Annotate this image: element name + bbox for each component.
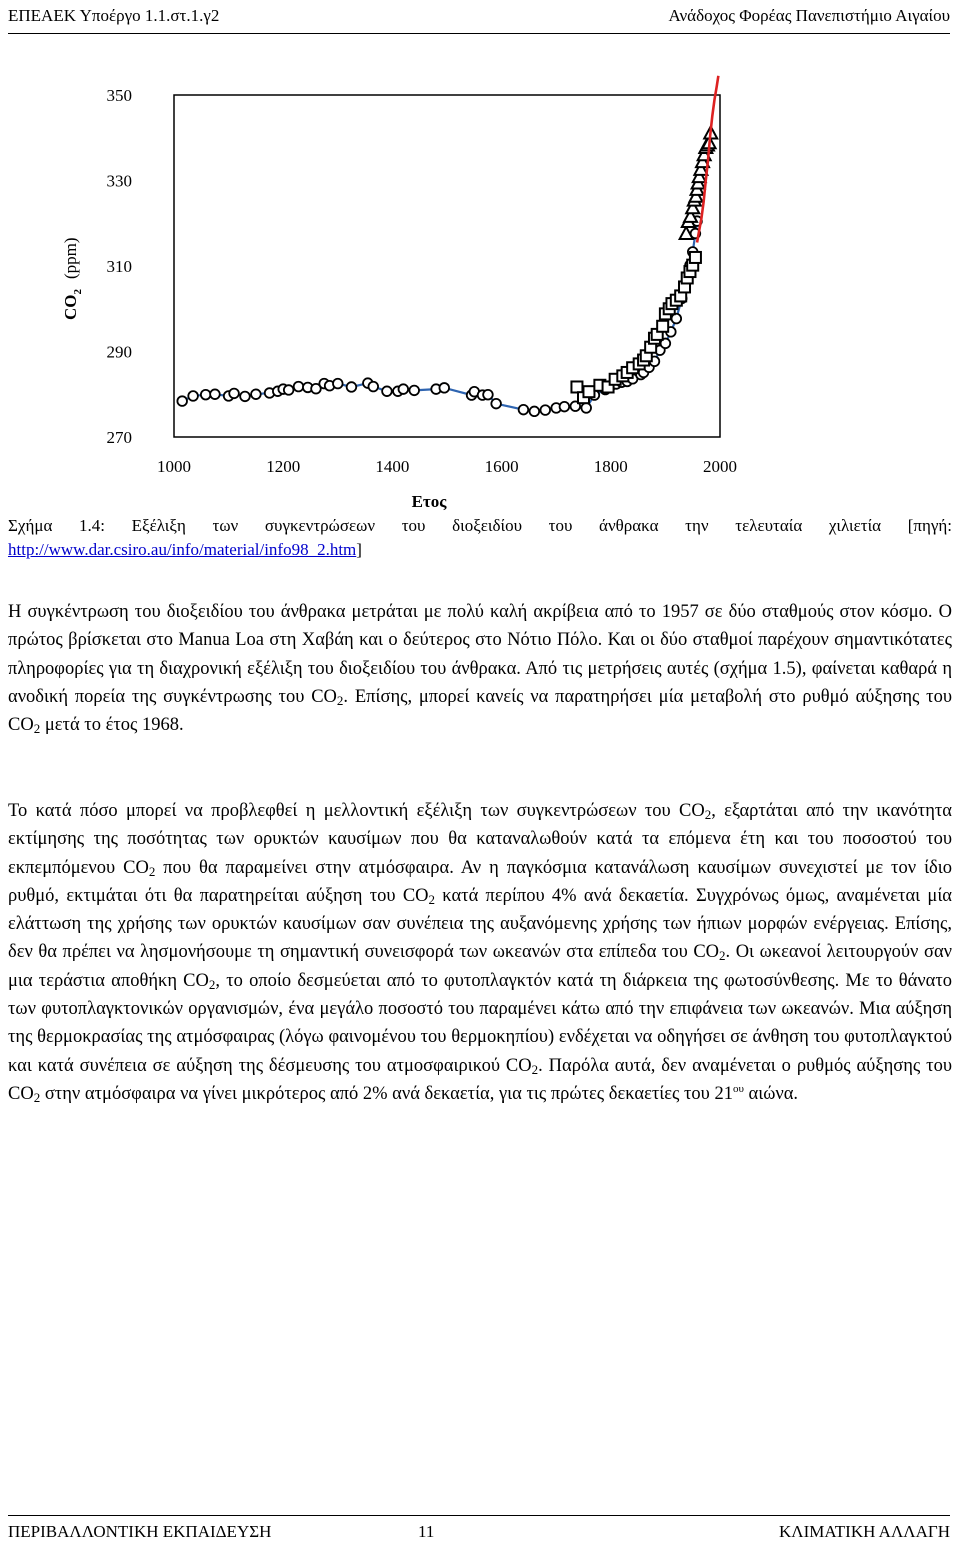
x-tick-label: 2000 [703,457,737,476]
circle-point [540,405,550,415]
p2-sub-7: 2 [33,1089,41,1105]
p1-sub-1: 2 [336,692,344,708]
y-tick-label: 270 [106,428,132,447]
page-header [8,6,950,34]
footer-topic: ΚΛΙΜΑΤΙΚΗ ΑΛΛΑΓΗ [778,1522,950,1541]
p2-text-2: , εξαρτάται από την ικανότητα εκτίμησης της ποσότητας των ορυκτών καυσίμων που θα καταναλωθούν κατά τα επόμενα έτη και του ποσοστού του εκπεμπόμενου CO [8,801,952,878]
circle-point [491,399,501,409]
y-tick-label: 330 [106,171,132,191]
circle-point [439,383,449,393]
footer-divider [8,1515,950,1516]
circle-point [294,382,304,392]
p2-text-6: , το οποίο δεσμεύεται από το φυτοπλαγκτόν κατά τη διάρκεια της φωτοσύνθεσης. Με το θάνατο των φυτοπλαγκτονικών οργανισμών, ένα μεγάλο ποσοστό του παραμένει κάτω από την επιφάνεια των ωκεανών. Μια αύξηση της θερμοκρασίας της ατμόσφαιρας (λόγω φαινομένου του θερμοκηπίου) ενδέχεται να οδηγήσει σε άνθηση του φυτοπλαγκτού και κατά συνέπεια σε αύξηση της δέσμευσης του ατμοσφαιρικού CO [8,970,952,1076]
footer-course: ΠΕΡΙΒΑΛΛΟΝΤΙΚΗ ΕΚΠΑΙΔΕΥΣΗ [8,1522,272,1541]
y-tick-label: 310 [106,257,132,276]
header-divider [8,33,950,34]
x-tick-label: 1400 [375,457,410,476]
paragraph-future-trends [8,797,952,1108]
circle-point [347,382,357,392]
square-point [690,252,701,263]
circle-point [409,386,419,396]
circle-point [519,405,529,415]
circle-point [188,391,198,401]
p1-sub-2: 2 [33,721,41,737]
circle-point [201,390,211,400]
y-axis-label-main: CO [61,294,80,320]
page-footer [8,1522,950,1546]
circle-point [581,403,591,413]
header-project: ΕΠΕΑΕΚ Υποέργο 1.1.στ.1.γ2 [8,6,220,25]
p2-text-5: . Οι ωκεανοί λειτουργούν σαν μια τεράστια αποθήκη CO [8,942,953,991]
caption-text: Σχήμα 1.4: Εξέλιξη των συγκεντρώσεων του διοξειδίου του άνθρακα την τελευταία χιλιετία [πηγή: [8,516,952,535]
y-tick-label: 350 [106,86,132,105]
page-number: 11 [418,1522,435,1541]
circle-point [333,379,343,389]
p1-text-1: Η συγκέντρωση του διοξειδίου του άνθρακα μετράται με πολύ καλή ακρίβεια από το 1957 σε δύο σταθμούς στον κόσμο. Ο πρώτος βρίσκεται στο Manua Loa στη Χαβάη και ο δεύτερος στο Νότιο Πόλο. Και οι δύο σταθμοί παρέχουν σημαντικότατες πληροφορίες για τη διαχρονική εξέλιξη του διοξειδίου του άνθρακα. Από τις μετρήσεις αυτές (σχήμα 1.5), φαίνεται καθαρά η ανοδική πορεία της συγκέντρωσης του CO [8,602,952,707]
p2-text-7: . Παρόλα αυτά, δεν αναμένεται ο ρυθμός αύξησης του CO [8,1055,952,1104]
circle-point [229,389,239,399]
circle-point [399,384,409,394]
circle-point [240,392,250,402]
circle-point [530,407,540,417]
circle-point [284,385,294,395]
p2-text-8: στην ατμόσφαιρα να γίνει μικρότερος από 2% ανά δεκαετία, για τις πρώτες δεκαετίες του 21 [40,1083,733,1104]
y-axis-label [61,237,84,320]
circle-point [382,386,392,396]
square-point [657,321,668,332]
y-axis-label-sub: 2 [72,289,84,295]
p1-text-3: μετά το έτος 1968. [40,715,184,736]
caption-source-link[interactable]: http://www.dar.csiro.au/info/material/info98_2.htm [8,540,357,559]
circle-point [251,389,261,399]
p2-sub-5: 2 [208,976,216,992]
x-tick-label: 1800 [593,457,628,476]
p2-text-4: κατά περίπου 4% ανά δεκαετία. Συγχρόνως όμως, αναμένεται μία ελάττωση της χρήσης των ορυκτών καυσίμων σαν συνέπεια της αυξανόμενης χρήσης των ήπιων μορφών ενέργειας. Επίσης, δεν θα πρέπει να λησμονήσουμε τη σημαντική συνεισφορά των ωκεανών στα επίπεδα του CO [8,885,953,963]
p2-sub-1: 2 [704,807,712,822]
x-tick-label: 1200 [266,457,301,476]
header-contractor: Ανάδοχος Φορέας Πανεπιστήμιο Αιγαίου [668,6,950,25]
p2-text-3: που θα παραμείνει στην ατμόσφαιρα. Αν η παγκόσμια κατανάλωση καυσίμων συνεχιστεί με τον ίδιο ρυθμό, εκτιμάται ότι θα παρατηρείται αύξηση του CO [8,857,952,906]
x-axis-label: Ετος [411,492,447,511]
x-tick-label: 1000 [157,457,191,476]
circle-point [368,382,378,392]
x-tick-label: 1600 [484,457,519,476]
caption-close-bracket: ] [356,540,362,559]
circle-point [483,390,493,400]
svg-text:CO2(ppm) [61,237,84,320]
circle-point [210,389,220,399]
p2-sub-4: 2 [719,948,726,964]
circle-point [177,396,187,406]
y-tick-label: 290 [106,342,132,362]
co2-chart [0,60,960,520]
p2-text-1: Το κατά πόσο μπορεί να προβλεφθεί η μελλοντική εξέλιξη των συγκεντρώσεων του CO [8,801,705,821]
square-point [583,386,594,397]
p2-sub-6: 2 [531,1061,539,1077]
p1-text-2: . Επίσης, μπορεί κανείς να παρατηρήσει μία μεταβολή στο ρυθμό αύξησης του CO [8,686,952,736]
paragraph-measurements [8,598,952,739]
p2-text-9: αιώνα. [743,1083,799,1104]
circle-point [560,402,570,412]
p2-sup-8: ου [732,1082,744,1095]
p2-sub-2: 2 [148,863,156,879]
figure-caption [8,514,952,562]
p2-sub-3: 2 [428,891,436,907]
square-point [571,381,582,392]
y-axis-label-unit: (ppm) [61,237,80,279]
